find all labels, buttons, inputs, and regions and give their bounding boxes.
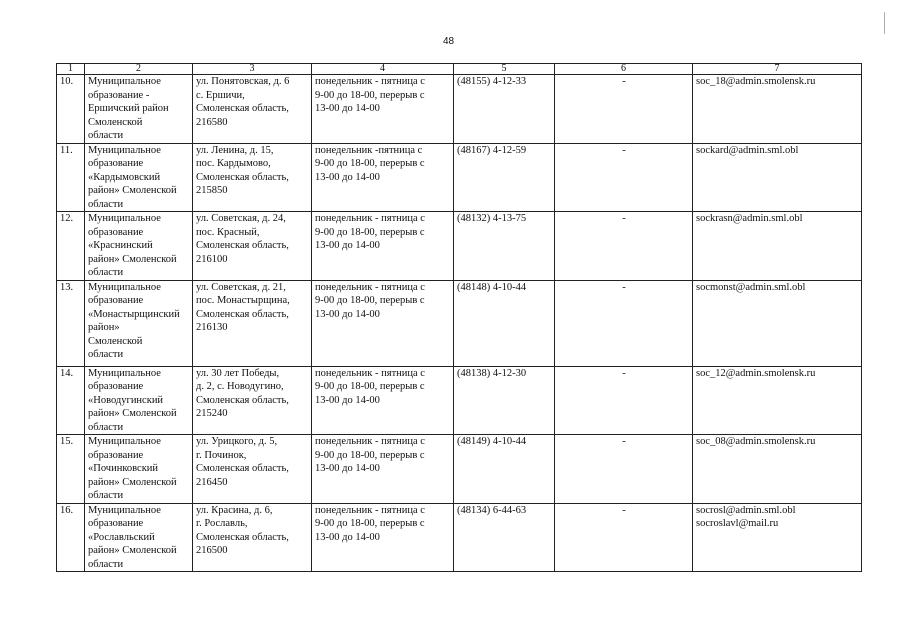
working-hours: понедельник - пятница с 9-00 до 18-00, перерыв с 13-00 до 14-00 — [312, 280, 454, 366]
address: ул. Понятовская, д. 6 с. Ершичи, Смоленская область, 216580 — [193, 75, 312, 144]
table-row — [57, 366, 862, 435]
phone: (48155) 4-12-33 — [454, 75, 555, 144]
address: ул. Красина, д. 6, г. Рославль, Смоленская область, 216500 — [193, 503, 312, 572]
phone: (48134) 6-44-63 — [454, 503, 555, 572]
row-number: 11. — [57, 143, 85, 212]
table-row — [57, 435, 862, 504]
column-6-value: - — [555, 143, 693, 212]
entity-name: Муниципальное образование «Краснинский район» Смоленской области — [85, 212, 193, 281]
column-header: 7 — [693, 64, 862, 75]
row-number: 13. — [57, 280, 85, 366]
phone: (48148) 4-10-44 — [454, 280, 555, 366]
column-header: 2 — [85, 64, 193, 75]
table-row — [57, 212, 862, 281]
table-row — [57, 75, 862, 144]
scan-edge-mark — [884, 12, 885, 34]
entity-name: Муниципальное образование - Ершичский район Смоленской области — [85, 75, 193, 144]
entity-name: Муниципальное образование «Рославльский район» Смоленской области — [85, 503, 193, 572]
table-row — [57, 143, 862, 212]
email: soc_08@admin.smolensk.ru — [693, 435, 862, 504]
column-header: 4 — [312, 64, 454, 75]
email: soc_18@admin.smolensk.ru — [693, 75, 862, 144]
email: sockrasn@admin.sml.obl — [693, 212, 862, 281]
phone: (48167) 4-12-59 — [454, 143, 555, 212]
row-number: 15. — [57, 435, 85, 504]
working-hours: понедельник - пятница с 9-00 до 18-00, перерыв с 13-00 до 14-00 — [312, 75, 454, 144]
table-header-row — [57, 64, 862, 75]
working-hours: понедельник - пятница с 9-00 до 18-00, перерыв с 13-00 до 14-00 — [312, 212, 454, 281]
phone: (48138) 4-12-30 — [454, 366, 555, 435]
working-hours: понедельник - пятница с 9-00 до 18-00, перерыв с 13-00 до 14-00 — [312, 503, 454, 572]
column-6-value: - — [555, 212, 693, 281]
email: sockard@admin.sml.obl — [693, 143, 862, 212]
entity-name: Муниципальное образование «Новодугинский район» Смоленской области — [85, 366, 193, 435]
column-6-value: - — [555, 435, 693, 504]
entity-name: Муниципальное образование «Починковский район» Смоленской области — [85, 435, 193, 504]
email: socrosl@admin.sml.obl socroslavl@mail.ru — [693, 503, 862, 572]
column-header: 6 — [555, 64, 693, 75]
column-header: 1 — [57, 64, 85, 75]
table-row — [57, 280, 862, 366]
page-number: 48 — [443, 36, 455, 47]
row-number: 10. — [57, 75, 85, 144]
email: socmonst@admin.sml.obl — [693, 280, 862, 366]
row-number: 14. — [57, 366, 85, 435]
address: ул. Советская, д. 21, пос. Монастырщина, Смоленская область, 216130 — [193, 280, 312, 366]
column-6-value: - — [555, 366, 693, 435]
row-number: 12. — [57, 212, 85, 281]
address: ул. Урицкого, д. 5, г. Починок, Смоленская область, 216450 — [193, 435, 312, 504]
column-6-value: - — [555, 280, 693, 366]
column-header: 5 — [454, 64, 555, 75]
entity-name: Муниципальное образование «Монастырщинский район» Смоленской области — [85, 280, 193, 366]
email: soc_12@admin.smolensk.ru — [693, 366, 862, 435]
row-number: 16. — [57, 503, 85, 572]
working-hours: понедельник - пятница с 9-00 до 18-00, перерыв с 13-00 до 14-00 — [312, 435, 454, 504]
table-row — [57, 503, 862, 572]
working-hours: понедельник -пятница с 9-00 до 18-00, перерыв с 13-00 до 14-00 — [312, 143, 454, 212]
address: ул. Советская, д. 24, пос. Красный, Смоленская область, 216100 — [193, 212, 312, 281]
working-hours: понедельник - пятница с 9-00 до 18-00, перерыв с 13-00 до 14-00 — [312, 366, 454, 435]
address: ул. 30 лет Победы, д. 2, с. Новодугино, Смоленская область, 215240 — [193, 366, 312, 435]
address: ул. Ленина, д. 15, пос. Кардымово, Смоленская область, 215850 — [193, 143, 312, 212]
column-header: 3 — [193, 64, 312, 75]
column-6-value: - — [555, 503, 693, 572]
phone: (48132) 4-13-75 — [454, 212, 555, 281]
entity-name: Муниципальное образование «Кардымовский район» Смоленской области — [85, 143, 193, 212]
column-6-value: - — [555, 75, 693, 144]
contacts-table — [56, 63, 862, 572]
phone: (48149) 4-10-44 — [454, 435, 555, 504]
